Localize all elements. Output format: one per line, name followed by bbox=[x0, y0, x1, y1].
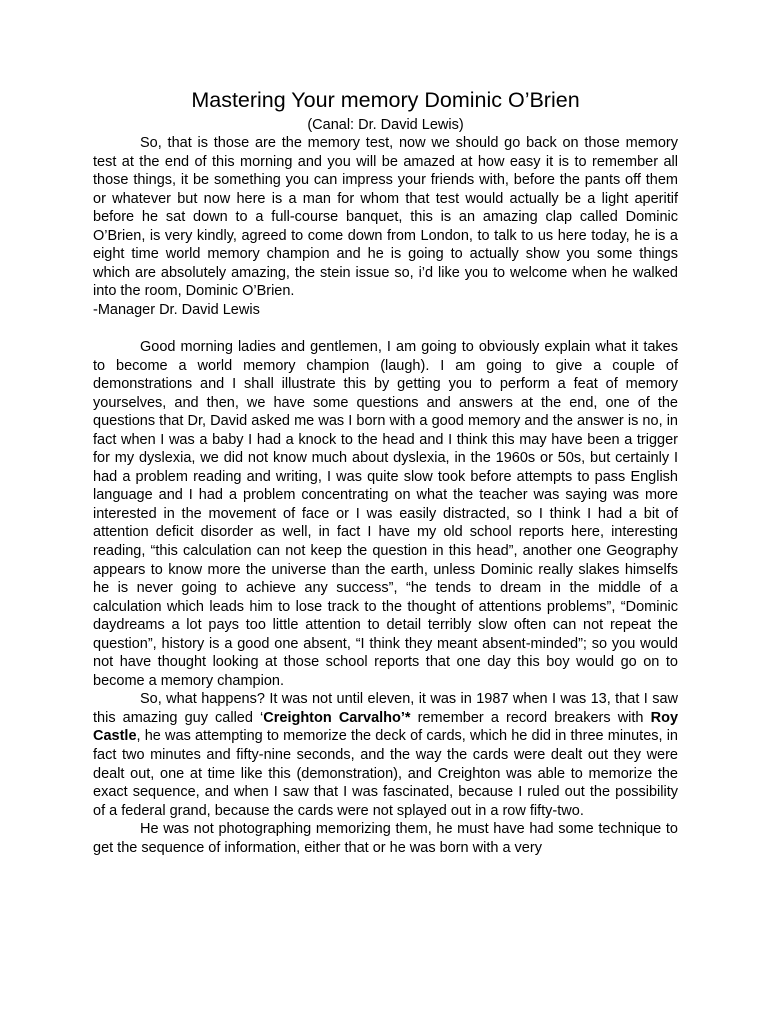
roy-castle-name: Roy Castle bbox=[93, 709, 679, 745]
creighton-carvalho-name: Creighton Carvalho’* bbox=[263, 709, 411, 726]
document-title: Mastering Your memory Dominic O’Brien bbox=[191, 88, 580, 112]
paragraph-2-text-b: remember a record breakers with bbox=[410, 709, 651, 726]
speech-paragraph-3: He was not photographing memorizing them, he must have had some technique to get the sequence of information, either that or he was born with a very bbox=[93, 821, 678, 856]
intro-paragraph: So, that is those are the memory test, now we should go back on those memory test at the end of this morning and you will be amazed at how easy it is to remember all those things, it be something you can impress your friends with, before the pants off them or whatever but now here is a man for whom that test would actually be a light aperitif before he sat down to a full-course banquet, this is an amazing clap called Dominic O’Brien, is very kindly, agreed to come down from London, to talk to us here today, he is a eight time world memory champion and he is going to actually show you some things which are absolutely amazing, the stein issue so, i’d like you to welcome when he walked into the room, Dominic O’Brien. bbox=[93, 135, 678, 300]
paragraph-spacer bbox=[93, 319, 678, 338]
document-subtitle: (Canal: Dr. David Lewis) bbox=[307, 117, 464, 133]
speech-paragraph-2 bbox=[93, 690, 678, 820]
paragraph-2-text-c: , he was attempting to memorize the deck of cards, which he did in three minutes, in fact two minutes and fifty-nine seconds, and the way the cards were dealt out they were dealt out, one at time like this (demonstration), and Creighton was able to memorize the exact sequence, and when I saw that I was fascinated, because I ruled out the possibility of a federal grand, because the cards were not splayed out in a row fifty-two. bbox=[93, 728, 678, 819]
speech-paragraph-1: Good morning ladies and gentlemen, I am going to obviously explain what it takes to become a world memory champion (laugh). I am going to give a couple of demonstrations and I shall illustrate this by getting you to perform a feat of memory yourselves, and then, we have some questions and answers at the end, one of the questions that Dr, David asked me was I born with a good memory and the answer is no, in fact when I was a baby I had a knock to the head and I think this may have been a trigger for my dyslexia, we did not know much about dyslexia, in the 1960s or 50s, but certainly I had a problem reading and writing, I was quite slow took before attempts to pass English language and I had a problem concentrating on what the teacher was saying was more interested in the movement of face or I was easily distracted, so I think I had a bit of attention deficit disorder as well, in fact I have my old school reports here, interesting reading, “this calculation can not keep the question in this head”, another one Geography appears to know more the universe than the earth, unless Dominic really slakes himselfs he is never going to achieve any success”, “he tends to dream in the middle of a calculation which leads him to lose track to the thought of attentions problems”, “Dominic daydreams a lot pays too little attention to detail terribly slow often can not repeat the question”, history is a good one absent, “I think they meant absent-minded”; so you would not have thought looking at those school reports that one day this boy would go on to become a memory champion. bbox=[93, 338, 678, 689]
intro-signature: -Manager Dr. David Lewis bbox=[93, 301, 260, 318]
paragraph-2-text-a: So, what happens? It was not until eleven, it was in 1987 when I was 13, that I saw this amazing guy called ‘ bbox=[93, 691, 678, 726]
